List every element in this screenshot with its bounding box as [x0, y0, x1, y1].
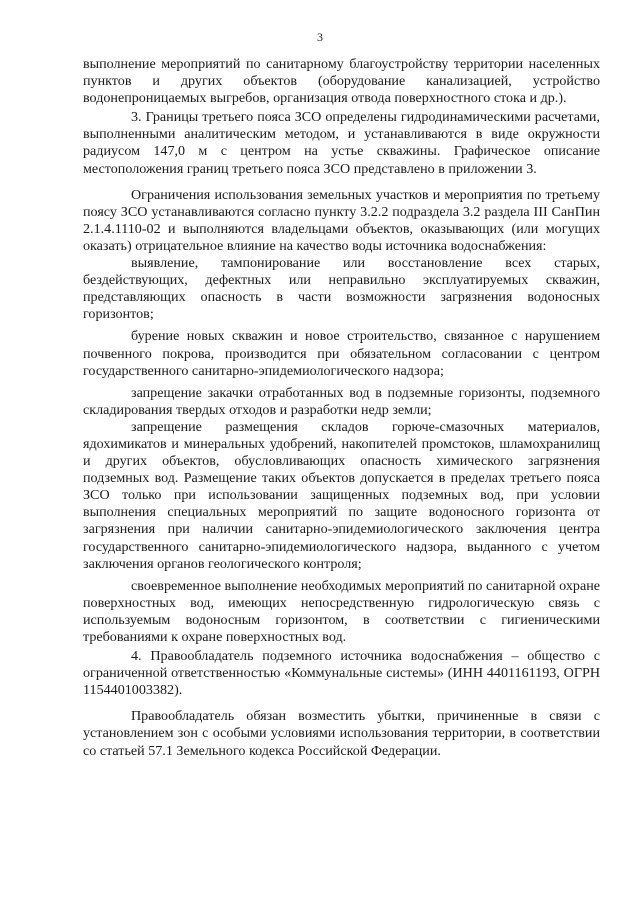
page-number: 3 [317, 30, 323, 44]
paragraph-land-use-restrictions: Ограничения использования земельных участков и мероприятия по третьему поясу ЗСО устанавливаются согласно пункту 3.2.2 подраздела 3.2 раздела III СанПин 2.1.4.1110-02 и выполняются владельцами объектов, оказывающих (или могущих оказать) отрицательное влияние на качество воды источника водоснабжения: [83, 186, 600, 254]
list-item-injection-ban: запрещение закачки отработанных вод в подземные горизонты, подземного складирования твердых отходов и разработки недр земли; [83, 384, 600, 418]
paragraph-rights-holder: 4. Правообладатель подземного источника водоснабжения – общество с ограниченной ответственностью «Коммунальные системы» (ИНН 4401161193, ОГРН 1154401003382). [83, 648, 600, 699]
list-item-drilling-construction: бурение новых скважин и новое строительство, связанное с нарушением почвенного покрова, производится при обязательном согласовании с центром государственного санитарно-эпидемиологического надзора; [83, 328, 600, 379]
paragraph-third-belt-boundaries: 3. Границы третьего пояса ЗСО определены гидродинамическими расчетами, выполненными аналитическим методом, и устанавливаются в виде окружности радиусом 147,0 м с центром на устье скважины. Графическое описание местоположения границ третьего пояса ЗСО представлено в приложении 3. [83, 109, 600, 177]
paragraph-compensation: Правообладатель обязан возместить убытки, причиненные в связи с установлением зон с особыми условиями использования территории, в соответствии со статьей 57.1 Земельного кодекса Российской Федерации. [83, 708, 600, 759]
document-body [83, 56, 600, 760]
paragraph-sanitary-improvement: выполнение мероприятий по санитарному благоустройству территории населенных пунктов и других объектов (оборудование канализацией, устройство водонепроницаемых выгребов, организация отвода поверхностного стока и др.). [83, 56, 600, 107]
list-item-surface-water-protection: своевременное выполнение необходимых мероприятий по санитарной охране поверхностных вод, имеющих непосредственную гидрологическую связь с используемым водоносным горизонтом, в соответствии с гигиеническими требованиями к охране поверхностных вод. [83, 577, 600, 645]
list-item-storage-ban: запрещение размещения складов горюче-смазочных материалов, ядохимикатов и минеральных удобрений, накопителей промстоков, шламохранилищ и других объектов, обусловливающих опасность химического загрязнения подземных вод. Размещение таких объектов допускается в пределах третьего пояса ЗСО только при использовании защищенных подземных вод, при условии выполнения специальных мероприятий по защите водоносного горизонта от загрязнения при наличии санитарно-эпидемиологического заключения центра государственного санитарно-эпидемиологического надзора, выданного с учетом заключения органов геологического контроля; [83, 418, 600, 572]
list-item-wells-identification: выявление, тампонирование или восстановление всех старых, бездействующих, дефектных или неправильно эксплуатируемых скважин, представляющих опасность в части возможности загрязнения водоносных горизонтов; [83, 255, 600, 323]
